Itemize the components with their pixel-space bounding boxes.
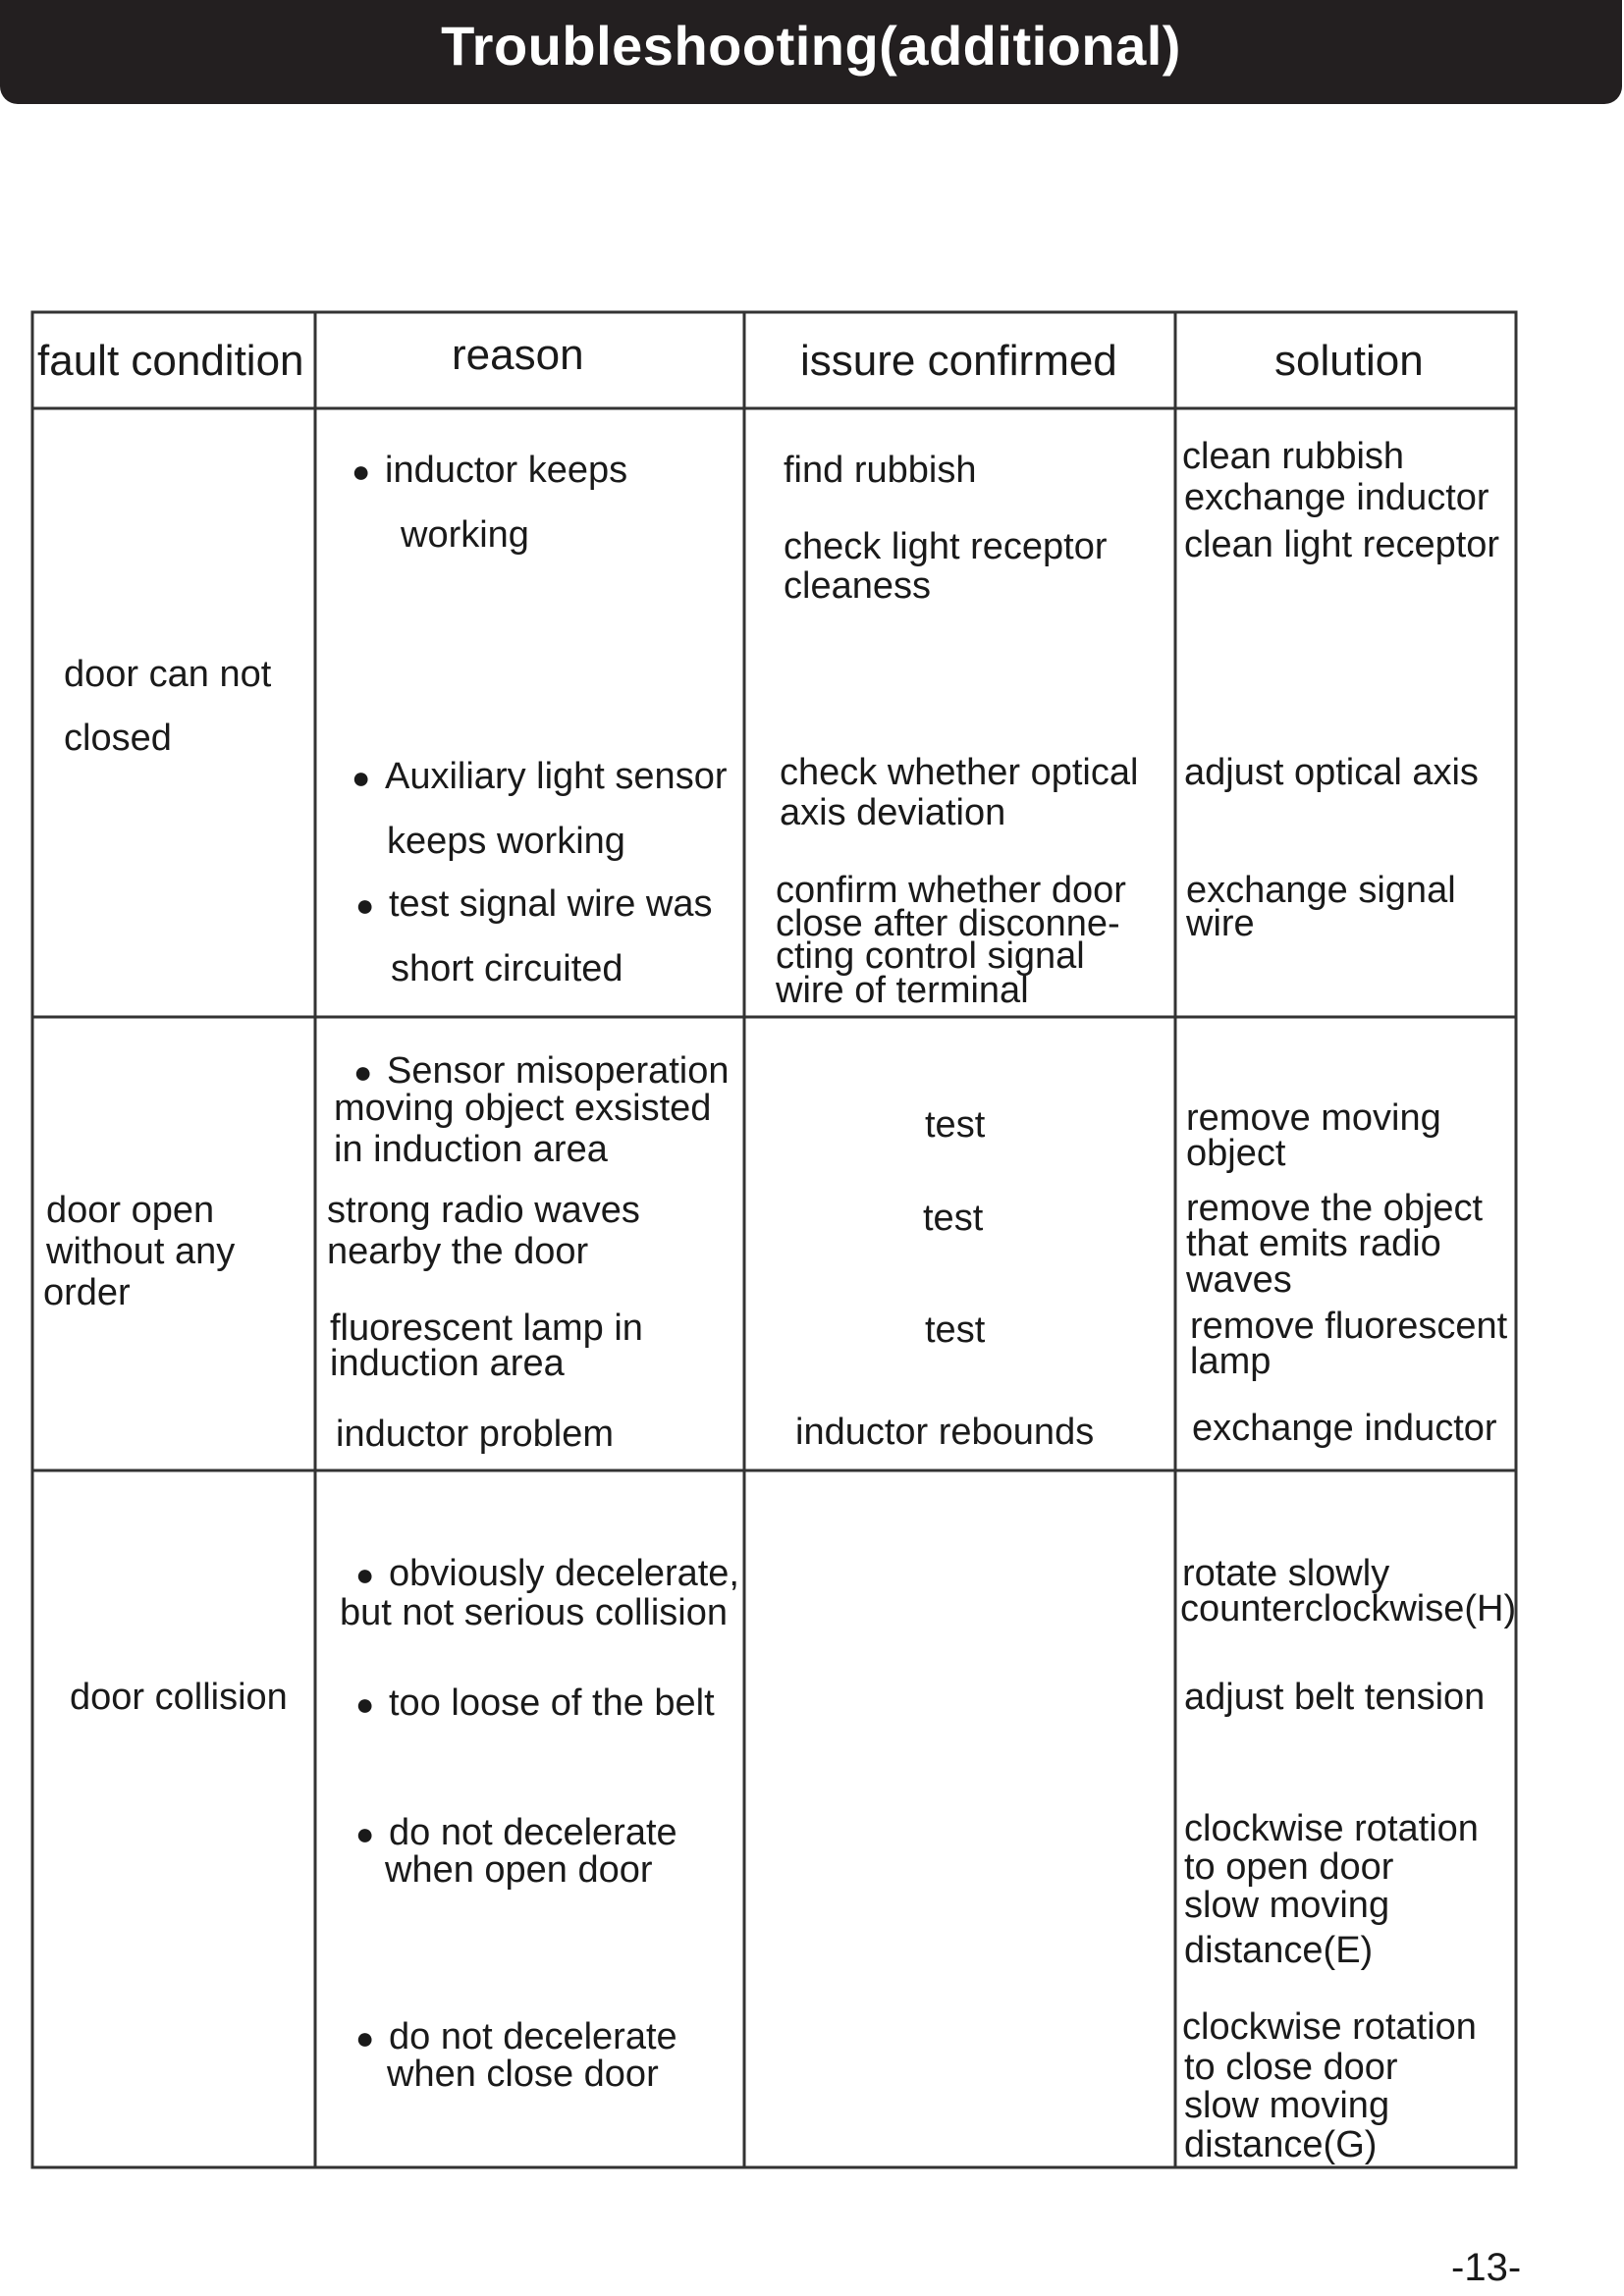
issue-item: axis deviation	[780, 792, 1006, 833]
solution-item: exchange inductor	[1192, 1408, 1497, 1449]
solution-item: rotate slowly	[1182, 1553, 1390, 1594]
solution-item: adjust belt tension	[1184, 1677, 1486, 1718]
solution-item: clockwise rotation	[1184, 1808, 1479, 1849]
solution-item: remove the object	[1186, 1188, 1484, 1229]
issue-item: inductor rebounds	[795, 1412, 1095, 1453]
issue-item: close after disconne-	[776, 903, 1120, 944]
fault-door-open-line3: order	[43, 1272, 131, 1313]
issue-item: wire of terminal	[776, 970, 1029, 1011]
solution-item: slow moving	[1184, 1885, 1390, 1926]
solution-item: exchange signal	[1186, 870, 1456, 911]
reason-item: nearby the door	[327, 1231, 589, 1272]
solution-item: remove moving	[1186, 1097, 1441, 1139]
issue-item: cleaness	[784, 565, 931, 607]
header-solution: solution	[1274, 337, 1424, 385]
reason-item: ● do not decelerate	[355, 2018, 677, 2056]
reason-item: but not serious collision	[340, 1592, 728, 1633]
fault-door-collision: door collision	[70, 1677, 288, 1718]
reason-item: short circuited	[391, 948, 623, 989]
header-reason: reason	[452, 331, 584, 379]
reason-item: ● do not decelerate	[355, 1814, 677, 1852]
issue-item: check whether optical	[780, 752, 1139, 793]
solution-item: remove fluorescent	[1190, 1306, 1508, 1347]
solution-item: clean light receptor	[1184, 524, 1500, 565]
solution-item: lamp	[1190, 1341, 1272, 1382]
solution-item: waves	[1186, 1259, 1292, 1301]
issue-item: find rubbish	[784, 450, 977, 491]
fault-door-not-closed-line2: closed	[64, 718, 172, 759]
issue-item: test	[923, 1198, 984, 1239]
solution-item: to open door	[1184, 1846, 1394, 1888]
solution-item: distance(G)	[1184, 2124, 1378, 2165]
solution-item: clean rubbish	[1182, 436, 1405, 477]
solution-item: slow moving	[1184, 2085, 1390, 2126]
reason-item: ● inductor keeps	[352, 452, 627, 490]
reason-item: induction area	[330, 1343, 565, 1384]
reason-item: when close door	[387, 2054, 659, 2095]
reason-item: ● test signal wire was	[355, 885, 712, 924]
reason-item: inductor problem	[336, 1414, 615, 1455]
issue-item: test	[925, 1104, 986, 1146]
solution-item: clockwise rotation	[1182, 2006, 1477, 2048]
issue-item: cting control signal	[776, 935, 1085, 977]
reason-item: moving object exsisted	[334, 1088, 712, 1129]
page-title: Troubleshooting(additional)	[441, 15, 1181, 77]
solution-item: distance(E)	[1184, 1930, 1374, 1971]
fault-door-open-line2: without any	[46, 1231, 236, 1272]
solution-item: counterclockwise(H)	[1180, 1588, 1517, 1629]
solution-item: exchange inductor	[1184, 477, 1489, 518]
reason-item: ● obviously decelerate,	[355, 1555, 739, 1593]
reason-item: ● Auxiliary light sensor	[352, 758, 727, 796]
solution-item: object	[1186, 1133, 1286, 1174]
reason-item: in induction area	[334, 1129, 608, 1170]
reason-item: working	[401, 514, 529, 556]
reason-item: strong radio waves	[327, 1190, 640, 1231]
issue-item: test	[925, 1309, 986, 1351]
issue-item: check light receptor	[784, 526, 1108, 567]
header-fault-condition: fault condition	[37, 337, 304, 385]
fault-door-not-closed-line1: door can not	[64, 654, 272, 695]
reason-item: ● Sensor misoperation	[353, 1052, 730, 1091]
page-number: -13-	[1451, 2246, 1522, 2289]
reason-item: when open door	[385, 1849, 653, 1891]
reason-item: ● too loose of the belt	[355, 1684, 715, 1723]
solution-item: that emits radio	[1186, 1223, 1441, 1264]
solution-item: to close door	[1184, 2047, 1398, 2088]
solution-item: adjust optical axis	[1184, 752, 1479, 793]
header-issue-confirmed: issure confirmed	[800, 337, 1117, 385]
reason-item: keeps working	[387, 821, 625, 862]
fault-door-open-line1: door open	[46, 1190, 215, 1231]
reason-item: fluorescent lamp in	[330, 1308, 643, 1349]
issue-item: confirm whether door	[776, 870, 1126, 911]
solution-item: wire	[1186, 903, 1255, 944]
